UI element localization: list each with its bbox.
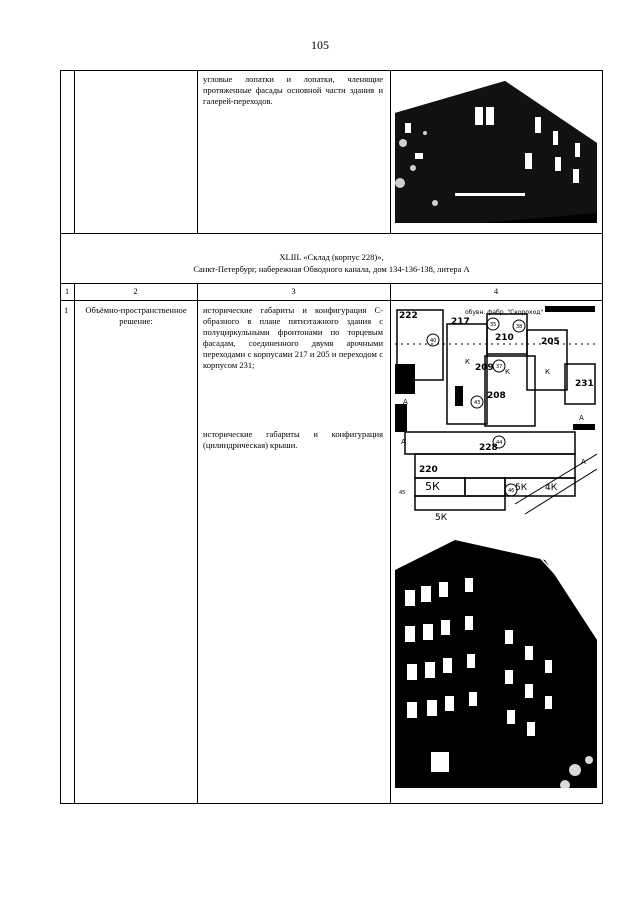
plan-label: 228 (479, 443, 498, 453)
plan-label: 5К (425, 480, 440, 493)
column-number-4: 4 (493, 286, 499, 296)
top-row-text: угловые лопатки и лопатки, членящие протяженные фасады основной части здания и галерей-переходов. (203, 74, 383, 106)
column-divider (197, 283, 198, 804)
plan-label: 46 (508, 488, 515, 494)
site-plan-image (395, 304, 597, 526)
plan-label: 231 (575, 379, 594, 389)
plan-label: 4К (545, 483, 558, 493)
facade-photo-top (395, 73, 597, 230)
row-item: исторические габариты и конфигурация (цилиндрическая) крыши. (203, 429, 383, 450)
plan-label: К (545, 368, 550, 376)
table-border-bottom (60, 803, 603, 804)
page-number: 105 (311, 38, 329, 52)
column-divider (197, 70, 198, 233)
table (60, 70, 603, 804)
section-title: XLIII. «Склад (корпус 228)», (279, 252, 384, 262)
column-number-1: 1 (64, 286, 70, 296)
plan-label: 35 (490, 322, 497, 328)
plan-label: А (579, 414, 584, 422)
facade-photo-bottom (395, 530, 597, 800)
plan-label: 222 (399, 311, 418, 321)
plan-label: обувн. фабр. "Скороход" (465, 309, 544, 316)
row-divider (60, 300, 603, 301)
table-border-left (60, 70, 61, 804)
plan-label: К (465, 358, 470, 366)
column-divider (390, 283, 391, 804)
table-border-top (60, 70, 603, 71)
column-divider (74, 283, 75, 804)
plan-label: 210 (495, 333, 514, 343)
column-divider (390, 70, 391, 233)
row-item: исторические габариты и конфигурация С-образного в плане пятиэтажного здания с полуциркульными фронтонами по торцевым фасадам, соединенного двумя арочными переходами с корпусами 217 и 205 и переходом с корпусом 231; (203, 305, 383, 370)
column-number-3: 3 (291, 286, 296, 296)
plan-label: А (403, 398, 408, 406)
plan-label: 217 (451, 317, 470, 327)
section-address: Санкт-Петербург, набережная Обводного канала, дом 134-136-138, литера А (193, 264, 470, 274)
plan-label: 38 (516, 324, 523, 330)
plan-label: К (505, 368, 510, 376)
plan-label: 220 (419, 465, 438, 475)
plan-label: 208 (487, 391, 506, 401)
plan-label: 5К (435, 513, 448, 523)
row-number: 1 (64, 305, 69, 315)
plan-label: 205 (541, 337, 560, 347)
column-divider (74, 70, 75, 233)
column-number-2: 2 (133, 286, 138, 296)
plan-label: 43 (474, 400, 481, 406)
row-divider (60, 233, 603, 234)
row-divider (60, 283, 603, 284)
plan-label: 44 (496, 440, 503, 446)
plan-label: 209 (475, 363, 494, 373)
table-border-right (602, 70, 603, 804)
plan-label: А (581, 458, 586, 466)
plan-label: 40 (430, 338, 437, 344)
plan-label: 5К (515, 483, 528, 493)
row-subject: Объёмно-пространственное решение: (85, 305, 187, 326)
plan-label: 45 (399, 490, 406, 496)
plan-label: А (401, 438, 406, 446)
plan-label: 37 (496, 364, 503, 370)
